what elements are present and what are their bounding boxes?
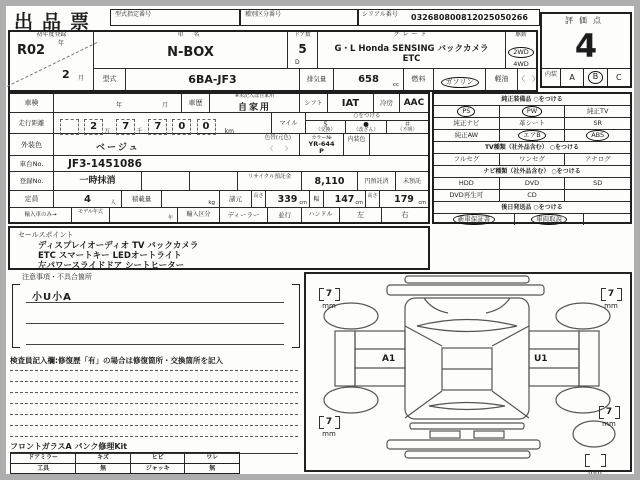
- length-value: 339: [277, 194, 298, 205]
- man-separator: 万: [104, 128, 111, 135]
- later-manual-selected: 車両取説: [515, 214, 584, 225]
- tools-label: 工具: [11, 464, 76, 473]
- tread-depth-rear-left: 7 mm: [310, 412, 348, 439]
- door-mirror-label: ドアミラー: [11, 453, 76, 463]
- dashed-line: [10, 436, 298, 437]
- import-class-label: 輸入区分: [178, 208, 220, 222]
- displacement: 658: [358, 74, 379, 85]
- navi-type-header: ナビ種類（社外品含む） ○をつける: [483, 168, 581, 175]
- recycle-deposited: 円預託済: [358, 172, 396, 191]
- car-outline-drawing: [306, 274, 630, 470]
- ac-value: AAC: [400, 94, 428, 113]
- sales-points-box: [8, 226, 430, 270]
- history-label: 車歴: [182, 94, 210, 113]
- recycle-label: リサイクル預託金: [238, 172, 302, 191]
- equipment-panel: [432, 92, 632, 224]
- tread-depth-spare: mm: [576, 450, 614, 477]
- inspection-year-suffix: 年: [116, 102, 123, 110]
- grade-cell: [318, 32, 506, 69]
- notes-label: 注意事項・不具合箇所: [22, 273, 92, 281]
- load-cell: [162, 191, 220, 208]
- meter-mark-tampered: ● （改ざん）: [346, 121, 387, 134]
- car-diagram-box: [304, 272, 632, 476]
- width-value: 147: [334, 194, 355, 205]
- doors-sub: D: [295, 59, 300, 67]
- mileage-digit: 7: [116, 119, 135, 135]
- interior-label: 内装: [542, 69, 561, 86]
- recolor-label: 色替(元色): [264, 135, 291, 141]
- height-label: 高さ: [366, 191, 380, 208]
- mileage-label: 走行距離: [10, 113, 54, 134]
- navi-blank: [565, 190, 630, 201]
- meter-marks-cell: [306, 113, 428, 134]
- first-reg-month: 2: [62, 68, 70, 81]
- glass-note: フロントガラスA パンク修理Kit: [10, 441, 298, 454]
- grade-label: グレード: [393, 31, 430, 38]
- scratch-label: キズ: [76, 453, 131, 463]
- mileage-digit: 0: [172, 119, 191, 135]
- later-shipment-header: 後日発送品 ○をつける: [501, 204, 563, 211]
- equip-genuine-navi: 純正ナビ: [434, 118, 500, 129]
- registration-status: 一時抹消: [54, 172, 142, 191]
- equip-abs-selected: ABS: [565, 130, 630, 141]
- handle-label: ハンドル: [302, 208, 340, 222]
- type-class-label: 種別区分番号: [245, 11, 282, 18]
- genuine-equip-header: 純正装備品 ○をつける: [501, 96, 563, 103]
- mileage-digit: 0: [197, 119, 216, 135]
- color-no: YR-644P: [308, 140, 335, 156]
- navi-sd: SD: [593, 179, 603, 187]
- bracket-right: [292, 284, 300, 348]
- detail-grid: [8, 92, 430, 224]
- evaluation-box: [540, 12, 632, 88]
- note-text: 小U小A: [32, 292, 72, 303]
- doors-label: ドア数: [294, 32, 311, 38]
- circle-note: ○をつける: [306, 113, 428, 121]
- equip-sunroof: SR: [593, 119, 602, 127]
- dashed-line: [10, 370, 298, 371]
- damage-mark-u1: U1: [534, 354, 548, 364]
- doors-value: 5: [298, 42, 307, 57]
- shift-label: シフト: [300, 94, 328, 113]
- sales-point-line: 左パワースライドドア シートヒーター: [38, 261, 185, 271]
- evaluation-score: 4: [574, 27, 598, 65]
- recolor-brackets: 〈 〉: [266, 146, 291, 154]
- exterior-color-cell: [54, 134, 300, 156]
- later-warranty-selected: 新車保証書: [434, 214, 515, 225]
- navi-hdd: HDD: [434, 178, 500, 189]
- width-unit: cm: [355, 199, 363, 206]
- sales-point-line: ディスプレイオーディオ TV バックカメラ: [38, 241, 199, 251]
- note-line: [26, 323, 284, 324]
- note-line: [26, 344, 284, 345]
- car-name-cell: [94, 32, 288, 69]
- drive-cell: [506, 32, 536, 69]
- equip-genuine-aw: 純正AW: [434, 130, 500, 141]
- equip-airbag-selected: エアB: [500, 130, 566, 141]
- tv-oneseg: ワンセグ: [500, 154, 566, 165]
- equip-ps-selected: PS: [434, 106, 500, 117]
- damage-mark-a1: A1: [382, 354, 396, 364]
- mileage-digit: 2: [84, 119, 103, 135]
- km-unit: km: [224, 128, 234, 135]
- model-year-cell: [110, 208, 178, 222]
- mileage-digit: [60, 119, 79, 135]
- auction-sheet: [6, 6, 634, 474]
- bracket-left: [12, 284, 20, 348]
- width-label: 幅: [310, 191, 324, 208]
- history-note: ※未記入は自家用: [234, 93, 275, 99]
- height-unit: cm: [418, 199, 426, 206]
- sales-points-label: セールスポイント: [18, 231, 74, 239]
- handle-right: 右: [401, 211, 409, 219]
- ac-label: 冷房: [374, 94, 400, 113]
- bottom-table: [10, 452, 240, 474]
- car-name: N-BOX: [167, 44, 214, 60]
- fuel-label: 燃料: [404, 69, 434, 90]
- model-code: 6BA-JF3: [126, 69, 300, 90]
- interior-color-label: 内装色: [344, 134, 370, 156]
- height-value: 179: [394, 194, 414, 205]
- length-unit: cm: [299, 199, 307, 206]
- dvd-playable: DVD再生可: [434, 190, 500, 201]
- width-cell: [324, 191, 366, 208]
- tv-type-header: TV種類（社外品含む） ○をつける: [484, 144, 580, 151]
- inspection-date-cell: [54, 94, 182, 113]
- exterior-color-label: 外装色: [10, 134, 54, 156]
- tread-depth-front-left: 7 mm: [310, 284, 348, 311]
- drive-label: 駆動: [515, 32, 527, 38]
- first-reg-era: R02: [17, 43, 46, 58]
- capacity-cell: [54, 191, 122, 208]
- equip-leather-seat: 革シート: [500, 118, 566, 129]
- history-value: 自家用: [237, 102, 271, 113]
- length-label: 長さ: [252, 191, 266, 208]
- fuel-other: 〈 〉: [518, 75, 539, 83]
- navi-dvd: DVD: [500, 178, 566, 189]
- mile-label: マイル: [272, 113, 306, 134]
- car-name-label: 車 名: [177, 31, 204, 38]
- interior-grade-a: A: [561, 69, 584, 86]
- displacement-unit: cc: [392, 81, 399, 88]
- length-cell: [266, 191, 310, 208]
- tools-none: 無: [76, 464, 131, 473]
- break-label: ワレ: [206, 454, 219, 461]
- model-code-label: 型式: [94, 69, 126, 90]
- shift-value: IAT: [328, 94, 374, 113]
- drive-4wd: 4WD: [513, 60, 529, 69]
- interior-color-value: [370, 134, 428, 156]
- registration-label: 登録No.: [10, 172, 54, 191]
- grade-line1: G・L Honda SENSING バックカメラ: [334, 43, 489, 54]
- import-dealer: ディーラー: [220, 208, 268, 222]
- inspection-month-suffix: 月: [162, 102, 169, 110]
- color-no-cell: [300, 134, 344, 156]
- serial-label: シリアル番号: [362, 11, 398, 18]
- mileage-digit: 7: [148, 119, 167, 135]
- sales-point-line: ETC スマートキー LEDオートライト: [38, 251, 182, 261]
- grade-line2: ETC: [402, 53, 421, 64]
- doors-cell: [288, 32, 318, 69]
- meter-mark-exchanged: ＄ （交換）: [306, 121, 346, 134]
- sheet-title: 出品票: [14, 11, 99, 33]
- serial-box: [358, 9, 540, 26]
- cd: CD: [500, 190, 566, 201]
- jack-none: 無: [209, 465, 216, 472]
- exterior-color: ベージュ: [96, 143, 140, 153]
- capacity-value: 4: [84, 194, 91, 205]
- dashed-line: [10, 414, 298, 415]
- inspector-note: 検査員記入欄:修復歴「有」の場合は修復箇所・交換箇所を記入: [10, 356, 223, 365]
- fuel-diesel: 軽油: [486, 69, 518, 90]
- drive-2wd-selected: 2WD: [506, 39, 536, 58]
- dashed-line: [10, 381, 298, 382]
- meter-mark-unknown: ＃ （不明）: [397, 120, 418, 134]
- dashed-line: [10, 403, 298, 404]
- recycle-not-deposited: 未預託: [396, 172, 428, 191]
- model-designation-label: 型式指定番号: [115, 11, 152, 18]
- chassis-label: 車台No.: [10, 156, 54, 172]
- year-suffix: 年: [58, 40, 65, 47]
- tread-depth-rear-right: 7 mm: [590, 402, 628, 429]
- recycle-amount: 8,110: [302, 172, 358, 191]
- spec-label: 諸元: [220, 191, 252, 208]
- load-label: 積載量: [122, 191, 162, 208]
- first-registration-cell: [10, 32, 94, 90]
- capacity-label: 定員: [10, 191, 54, 208]
- evaluation-label: 評価点: [565, 16, 607, 25]
- load-unit: kg: [208, 199, 215, 206]
- height-cell: [380, 191, 428, 208]
- fuel-gasoline-selected: ガソリン: [434, 69, 486, 90]
- displacement-cell: [334, 69, 404, 90]
- tv-analog: アナログ: [584, 155, 611, 163]
- tread-depth-front-right: 7 mm: [592, 284, 630, 311]
- model-year-unit: 年: [167, 214, 173, 221]
- interior-grade-b-selected: B: [584, 69, 607, 86]
- vehicle-info-grid: [8, 30, 538, 92]
- displacement-label: 排気量: [300, 69, 334, 90]
- handle-left: 左: [340, 208, 382, 222]
- import-only-label: 輸入車のみ→: [10, 208, 72, 222]
- chassis-no: JF3-1451086: [54, 156, 428, 172]
- dashed-line: [10, 392, 298, 393]
- serial-value: 032680800812025050266: [411, 13, 528, 22]
- jack-label: ジャッキ: [131, 464, 186, 473]
- month-suffix: 月: [78, 75, 85, 82]
- registration-empty-1: [142, 172, 190, 191]
- equip-genuine-tv: 純正TV: [586, 107, 609, 115]
- type-class-box: [240, 9, 358, 26]
- import-parallel: 並行: [268, 208, 302, 222]
- registration-empty-2: [190, 172, 238, 191]
- sen-separator: 千: [136, 128, 143, 135]
- color-no-label: カラー№: [311, 135, 332, 141]
- equip-pw-selected: PW: [500, 106, 566, 117]
- model-year-label: モデル年式: [72, 208, 110, 222]
- tv-fullseg: フルセグ: [434, 154, 500, 165]
- history-cell: [210, 94, 300, 113]
- mileage-digits: [54, 113, 272, 134]
- inspection-label: 車検: [10, 94, 54, 113]
- capacity-unit: 人: [110, 199, 116, 206]
- interior-grade-c: C: [616, 73, 622, 82]
- crack-label: ヒビ: [131, 453, 186, 463]
- notes-area: [10, 272, 302, 354]
- dashed-line: [10, 425, 298, 426]
- first-reg-label: 初年度登録: [36, 31, 67, 38]
- model-designation-box: [110, 9, 240, 26]
- later-blank: [584, 214, 630, 225]
